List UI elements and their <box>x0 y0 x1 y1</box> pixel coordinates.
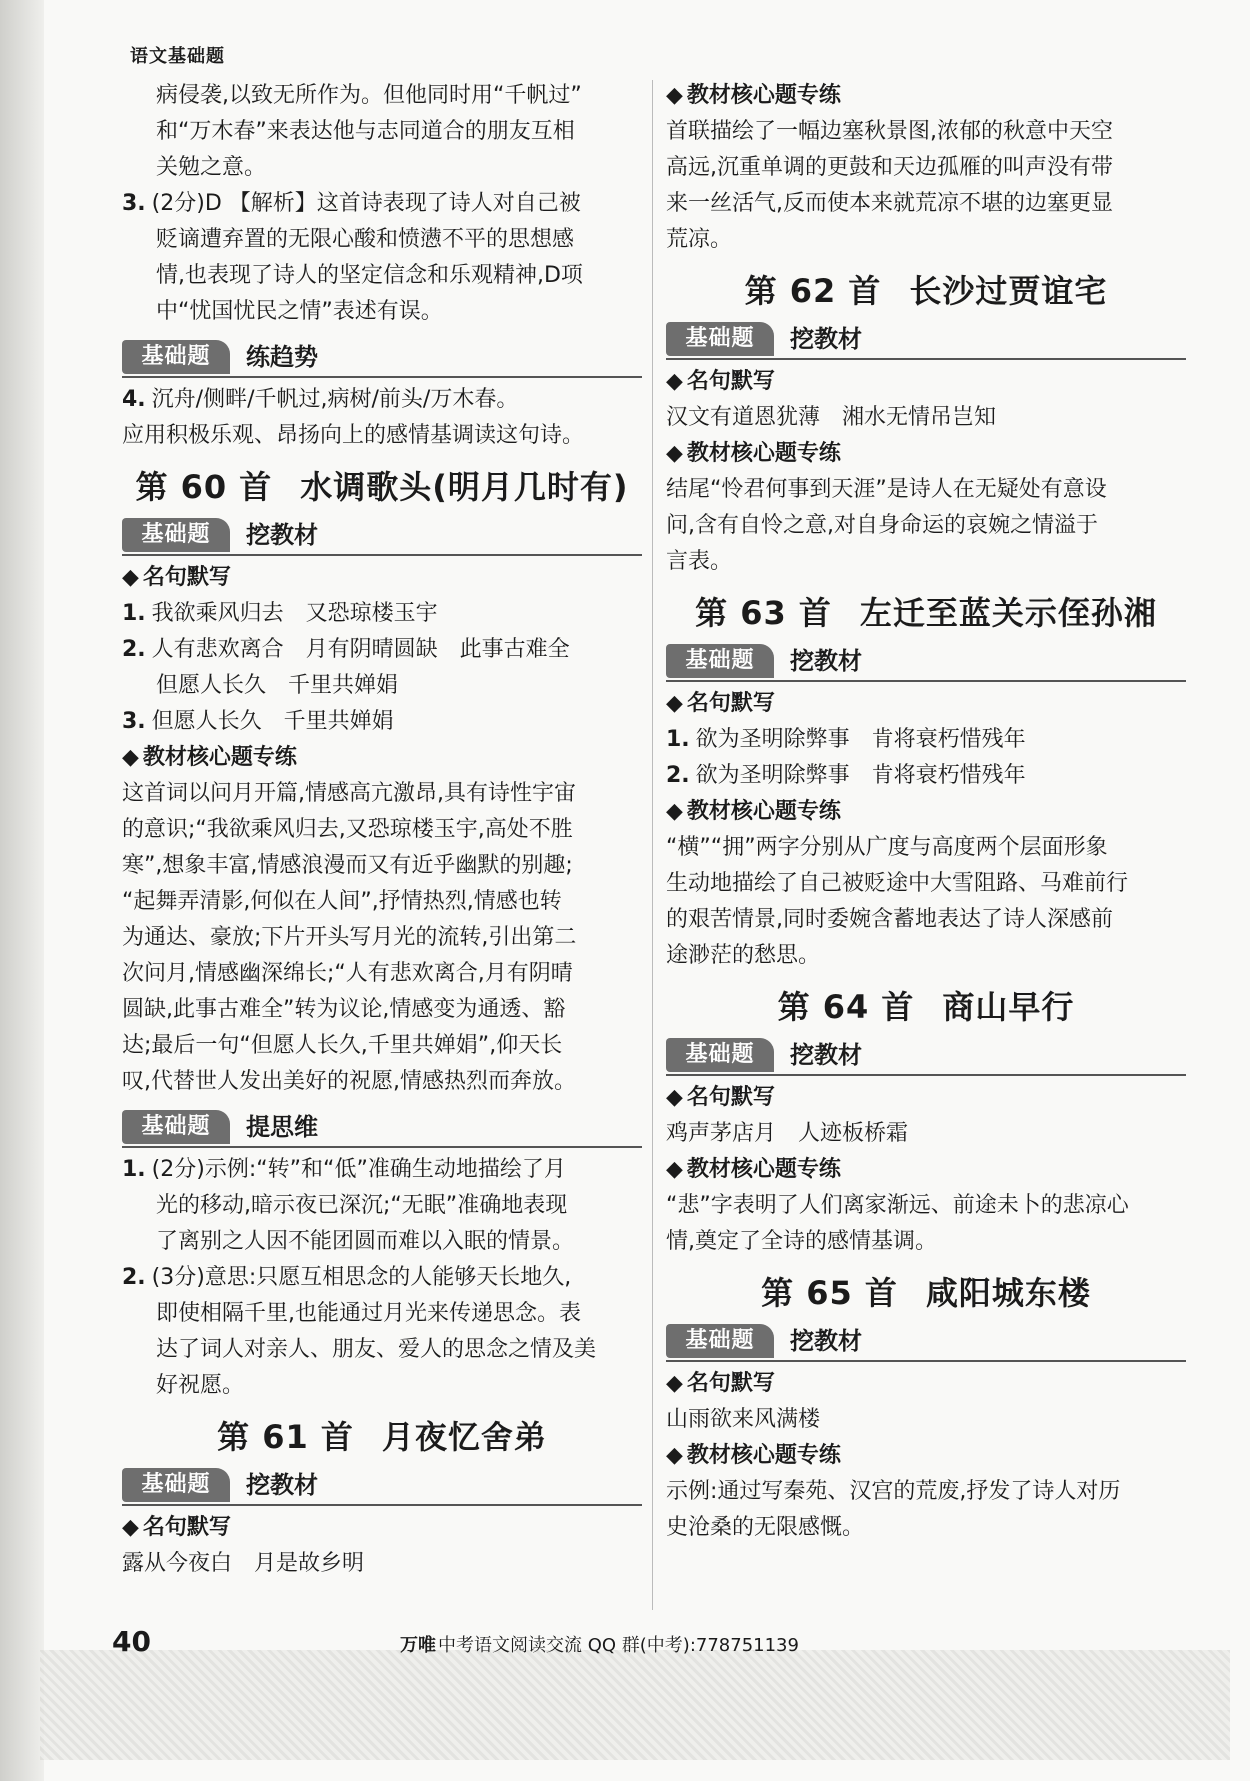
text-line: 言表。 <box>666 549 733 574</box>
text-line: 达;最后一句“但愿人长久,千里共婵娟”,仰天长 <box>122 1033 563 1058</box>
footer-note: 万唯 中考语文阅读交流 QQ 群(中考):778751139 <box>400 1635 799 1656</box>
section-tag: 基础题 <box>122 518 230 552</box>
diamond-icon: ◆ <box>666 1157 683 1182</box>
subsection-heading: ◆ 名句默写 <box>666 691 775 716</box>
text-line: 病侵袭,以致无所作为。但他同时用“千帆过” <box>156 83 582 108</box>
section-bar <box>666 318 1186 360</box>
text-line: 山雨欲来风满楼 <box>666 1407 821 1432</box>
left-column <box>122 78 642 1582</box>
text-line: 应用积极乐观、昂扬向上的感情基调读这句诗。 <box>122 423 585 448</box>
text-line: 露从今夜白 月是故乡明 <box>122 1551 365 1576</box>
poem-title: 第 64 首 商山早行 <box>777 988 1075 1026</box>
text-line: 情,奠定了全诗的感情基调。 <box>666 1229 937 1254</box>
poem-title: 第 60 首 水调歌头(明月几时有) <box>135 468 629 506</box>
section-tag: 基础题 <box>666 1324 774 1358</box>
text-line: 寒”,想象丰富,情感浪漫而又有近乎幽默的别趣; <box>122 853 573 878</box>
text-line: 为通达、豪放;下片开头写月光的流转,引出第二 <box>122 925 577 950</box>
text-line: 来一丝活气,反而使本来就荒凉不堪的边塞更显 <box>666 191 1113 216</box>
list-item: 3. 但愿人长久 千里共婵娟 <box>122 709 394 734</box>
text-line: 史沧桑的无限感慨。 <box>666 1515 865 1540</box>
text-line: 即使相隔千里,也能通过月光来传递思念。表 <box>156 1301 581 1326</box>
section-bar <box>122 336 642 378</box>
section-subtitle: 挖教材 <box>790 325 862 353</box>
section-bar <box>122 1464 642 1506</box>
list-item: 2. 欲为圣明除弊事 肯将衰朽惜残年 <box>666 763 1026 788</box>
text-line: 高远,沉重单调的更鼓和天边孤雁的叫声没有带 <box>666 155 1113 180</box>
list-item: 1. 欲为圣明除弊事 肯将衰朽惜残年 <box>666 727 1026 752</box>
subsection-heading: ◆ 名句默写 <box>122 565 231 590</box>
section-tag: 基础题 <box>666 322 774 356</box>
text-line: 达了词人对亲人、朋友、爱人的思念之情及美 <box>156 1337 597 1362</box>
answer-4: 4. 沉舟/侧畔/千帆过,病树/前头/万木春。 <box>122 387 519 412</box>
text-line: 生动地描绘了自己被贬途中大雪阻路、马难前行 <box>666 871 1129 896</box>
text-line: 鸡声茅店月 人迹板桥霜 <box>666 1121 909 1146</box>
diamond-icon: ◆ <box>122 1515 139 1540</box>
text-line: 情,也表现了诗人的坚定信念和乐观精神,D项 <box>156 263 583 288</box>
answer-1: 1. (2分)示例:“转”和“低”准确生动地描绘了月 <box>122 1157 566 1182</box>
diamond-icon: ◆ <box>666 83 683 108</box>
section-bar <box>122 1106 642 1148</box>
section-subtitle: 挖教材 <box>246 1471 318 1499</box>
text-line: “横”“拥”两字分别从广度与高度两个层面形象 <box>666 835 1108 860</box>
scan-noise-strip <box>40 1650 1230 1760</box>
diamond-icon: ◆ <box>666 1443 683 1468</box>
text-line: 圆缺,此事古难全”转为议论,情感变为通透、豁 <box>122 997 566 1022</box>
poem-title: 第 63 首 左迁至蓝关示侄孙湘 <box>695 594 1157 632</box>
brand-logo: 万唯 <box>400 1635 436 1656</box>
text-line: 光的移动,暗示夜已深沉;“无眠”准确地表现 <box>156 1193 568 1218</box>
list-item: 1. 我欲乘风归去 又恐琼楼玉宇 <box>122 601 438 626</box>
text-line: “悲”字表明了人们离家渐远、前途未卜的悲凉心 <box>666 1193 1129 1218</box>
text-line: 结尾“怜君何事到天涯”是诗人在无疑处有意设 <box>666 477 1107 502</box>
subsection-heading: ◆ 教材核心题专练 <box>666 83 841 108</box>
subsection-heading: ◆ 教材核心题专练 <box>666 1157 841 1182</box>
section-tag: 基础题 <box>122 340 230 374</box>
text-line: 好祝愿。 <box>156 1373 245 1398</box>
subsection-heading: ◆ 教材核心题专练 <box>122 745 297 770</box>
section-subtitle: 挖教材 <box>246 521 318 549</box>
text-line: 叹,代替世人发出美好的祝愿,情感热烈而奔放。 <box>122 1069 576 1094</box>
diamond-icon: ◆ <box>666 1085 683 1110</box>
diamond-icon: ◆ <box>122 565 139 590</box>
text-line: 贬谪遭弃置的无限心酸和愤懑不平的思想感 <box>156 227 575 252</box>
right-column <box>666 78 1186 1546</box>
subsection-heading: ◆ 名句默写 <box>666 1085 775 1110</box>
text-line: 这首词以问月开篇,情感高亢激昂,具有诗性宇宙 <box>122 781 576 806</box>
running-header: 语文基础题 <box>130 46 225 67</box>
subsection-heading: ◆ 名句默写 <box>666 1371 775 1396</box>
section-subtitle: 提思维 <box>246 1113 318 1141</box>
text-line: 汉文有道恩犹薄 湘水无情吊岂知 <box>666 405 997 430</box>
subsection-heading: ◆ 名句默写 <box>122 1515 231 1540</box>
text-line: 和“万木春”来表达他与志同道合的朋友互相 <box>156 119 575 144</box>
poem-title: 第 65 首 咸阳城东楼 <box>761 1274 1091 1312</box>
text-line: 荒凉。 <box>666 227 733 252</box>
page-number: 40 <box>112 1625 151 1658</box>
section-bar <box>666 1320 1186 1362</box>
column-divider <box>652 80 653 1610</box>
subsection-heading: ◆ 教材核心题专练 <box>666 441 841 466</box>
section-subtitle: 挖教材 <box>790 1327 862 1355</box>
section-subtitle: 练趋势 <box>246 343 318 371</box>
diamond-icon: ◆ <box>666 691 683 716</box>
diamond-icon: ◆ <box>666 441 683 466</box>
poem-title: 第 62 首 长沙过贾谊宅 <box>744 272 1108 310</box>
section-tag: 基础题 <box>122 1110 230 1144</box>
scan-edge-shadow <box>0 0 44 1781</box>
answer-2: 2. (3分)意思:只愿互相思念的人能够天长地久, <box>122 1265 572 1290</box>
text-line: 途渺茫的愁思。 <box>666 943 821 968</box>
text-line: 的艰苦情景,同时委婉含蓄地表达了诗人深感前 <box>666 907 1113 932</box>
text-line: 次问月,情感幽深绵长;“人有悲欢离合,月有阴晴 <box>122 961 573 986</box>
diamond-icon: ◆ <box>122 745 139 770</box>
section-subtitle: 挖教材 <box>790 1041 862 1069</box>
subsection-heading: ◆ 名句默写 <box>666 369 775 394</box>
subsection-heading: ◆ 教材核心题专练 <box>666 799 841 824</box>
diamond-icon: ◆ <box>666 799 683 824</box>
section-tag: 基础题 <box>666 1038 774 1072</box>
text-line: 问,含有自怜之意,对自身命运的哀婉之情溢于 <box>666 513 1098 538</box>
section-subtitle: 挖教材 <box>790 647 862 675</box>
answer-3: 3. (2分)D 【解析】这首诗表现了诗人对自己被 <box>122 191 581 216</box>
text-line: 但愿人长久 千里共婵娟 <box>156 673 399 698</box>
list-item: 2. 人有悲欢离合 月有阴晴圆缺 此事古难全 <box>122 637 570 662</box>
poem-title: 第 61 首 月夜忆舍弟 <box>217 1418 547 1456</box>
text-line: 的意识;“我欲乘风归去,又恐琼楼玉宇,高处不胜 <box>122 817 573 842</box>
text-line: 首联描绘了一幅边塞秋景图,浓郁的秋意中天空 <box>666 119 1113 144</box>
text-line: 了离别之人因不能团圆而难以入眠的情景。 <box>156 1229 575 1254</box>
diamond-icon: ◆ <box>666 369 683 394</box>
section-bar <box>666 640 1186 682</box>
section-bar <box>666 1034 1186 1076</box>
subsection-heading: ◆ 教材核心题专练 <box>666 1443 841 1468</box>
text-line: 关勉之意。 <box>156 155 267 180</box>
text-line: 示例:通过写秦苑、汉宫的荒废,抒发了诗人对历 <box>666 1479 1121 1504</box>
diamond-icon: ◆ <box>666 1371 683 1396</box>
text-line: 中“忧国忧民之情”表述有误。 <box>156 299 443 324</box>
section-tag: 基础题 <box>122 1468 230 1502</box>
section-bar <box>122 514 642 556</box>
text-line: “起舞弄清影,何似在人间”,抒情热烈,情感也转 <box>122 889 562 914</box>
section-tag: 基础题 <box>666 644 774 678</box>
